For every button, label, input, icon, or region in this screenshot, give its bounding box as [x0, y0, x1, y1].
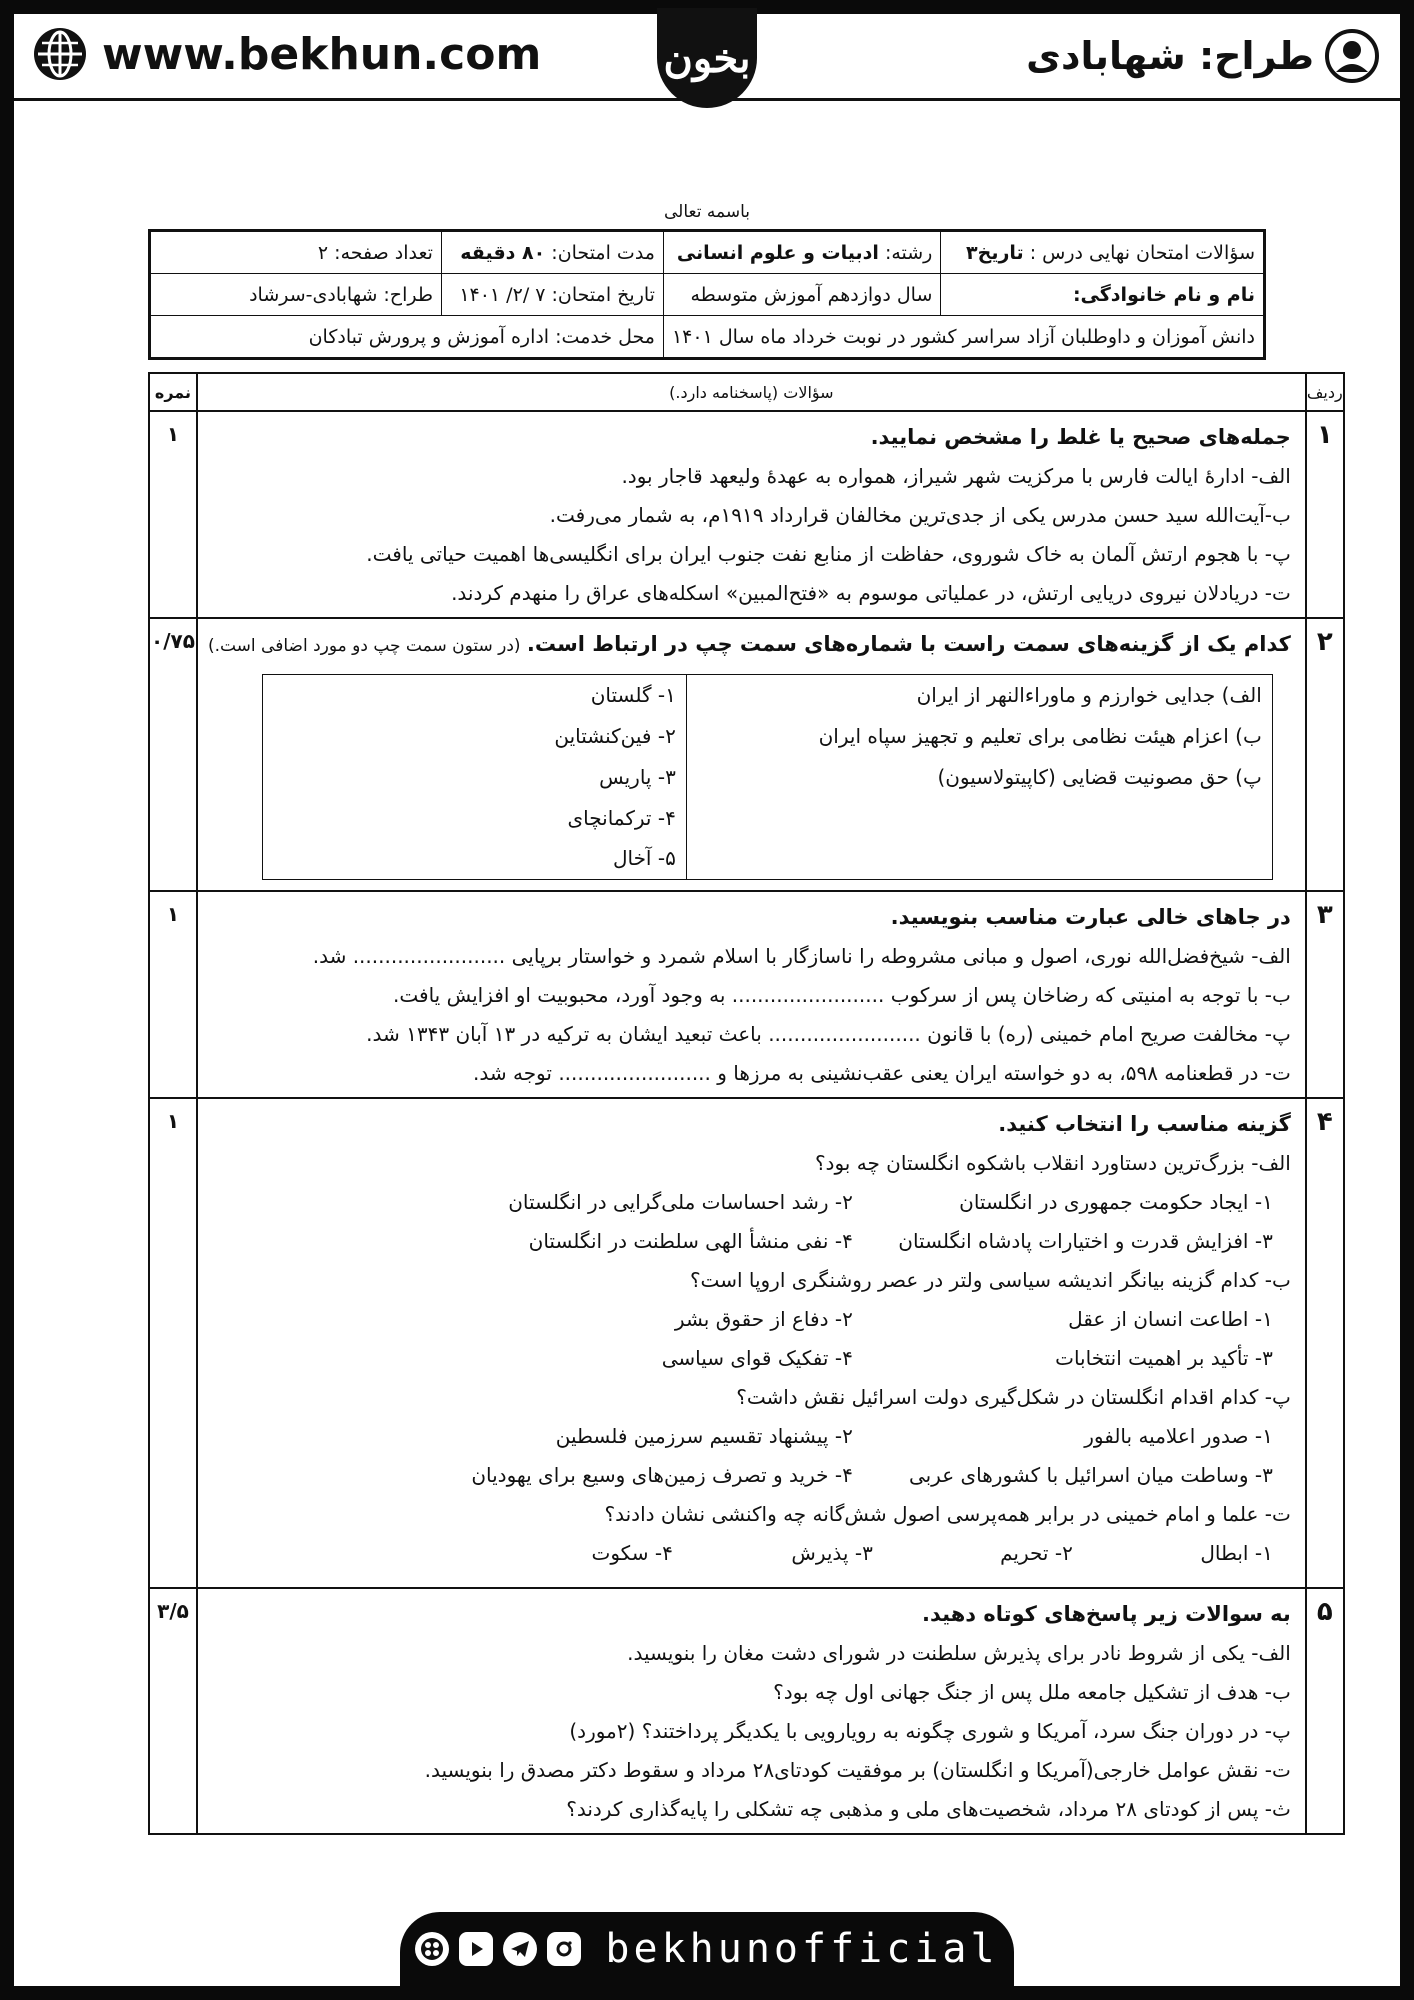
option[interactable]: ۲- پیشنهاد تقسیم سرزمین فلسطین: [555, 1424, 853, 1448]
sub-question: ت- علما و امام خمینی در برابر همه‌پرسی اصول شش‌گانه چه واکنشی نشان دادند؟: [604, 1502, 1291, 1526]
pages-cell: تعداد صفحه: ۲: [150, 231, 442, 274]
question-body: [197, 1588, 1306, 1834]
question-body: [197, 618, 1306, 891]
options-row: [208, 1534, 1291, 1573]
question-score: ۱: [149, 891, 197, 1098]
options-row: [208, 1183, 1291, 1222]
question-title: گزینه مناسب را انتخاب کنید.: [998, 1112, 1291, 1136]
instagram-icon[interactable]: [547, 1932, 581, 1966]
statement: ت- دریادلان نیروی دریایی ارتش، در عملیاتی موسوم به «فتح‌المبین» اسکله‌های عراق را منهدم کردند.: [451, 581, 1291, 605]
sub-question: پ- کدام اقدام انگلستان در شکل‌گیری دولت اسرائیل نقش داشت؟: [736, 1385, 1291, 1409]
website-block[interactable]: [32, 26, 541, 82]
students-cell: دانش آموزان و داوطلبان آزاد سراسر کشور در نوبت خرداد ماه سال ۱۴۰۱: [663, 316, 1264, 359]
match-item: پ) حق مصونیت قضایی (کاپیتولاسیون): [937, 765, 1262, 789]
telegram-icon[interactable]: [503, 1932, 537, 1966]
question-row: [149, 1098, 1344, 1588]
question-title: به سوالات زیر پاسخ‌های کوتاه دهید.: [922, 1602, 1291, 1626]
option[interactable]: ۲- تحریم: [1000, 1541, 1073, 1565]
exam-info-table: [148, 229, 1266, 360]
option[interactable]: ۴- تفکیک قوای سیاسی: [661, 1346, 853, 1370]
short-answer-question: الف- یکی از شروط نادر برای پذیرش سلطنت در شورای دشت مغان را بنویسید.: [627, 1641, 1291, 1665]
duration-cell: مدت امتحان: ۸۰ دقیقه: [441, 231, 663, 274]
option[interactable]: ۱- ابطال: [1200, 1541, 1273, 1565]
question-number: ۲: [1306, 618, 1344, 891]
option[interactable]: ۲- رشد احساسات ملی‌گرایی در انگلستان: [508, 1190, 853, 1214]
match-option: ۵- آخال: [612, 846, 676, 870]
option[interactable]: ۱- ایجاد حکومت جمهوری در انگلستان: [959, 1190, 1273, 1214]
option[interactable]: ۴- نفی منشأ الهی سلطنت در انگلستان: [528, 1229, 853, 1253]
social-bar: [400, 1912, 1014, 1986]
question-row: [149, 618, 1344, 891]
match-item: ب) اعزام هیئت نظامی برای تعلیم و تجهیز سپاه ایران: [818, 724, 1262, 748]
statement: ب-آیت‌الله سید حسن مدرس یکی از جدی‌ترین مخالفان قرارداد ۱۹۱۹م، به شمار می‌رفت.: [549, 503, 1291, 527]
fill-blank-line: ت- در قطعنامه ۵۹۸، به دو خواسته ایران یعنی عقب‌نشینی به مرزها و ........................ توجه شد.: [473, 1061, 1291, 1085]
option[interactable]: ۳- تأکید بر اهمیت انتخابات: [1055, 1346, 1273, 1370]
short-answer-question: ث- پس از کودتای ۲۸ مرداد، شخصیت‌های ملی و مذهبی چه تشکلی را پایه‌گذاری کردند؟: [566, 1797, 1291, 1821]
question-title: جمله‌های صحیح یا غلط را مشخص نمایید.: [870, 425, 1291, 449]
options-row: [208, 1222, 1291, 1261]
logo-text: بخون: [663, 34, 751, 82]
question-number: ۳: [1306, 891, 1344, 1098]
statement: پ- با هجوم ارتش آلمان به خاک شوروی، حفاظت از منابع نفت جنوب ایران برای انگلیسی‌ها اهمیت حیاتی یافت.: [366, 542, 1291, 566]
sub-question: ب- کدام گزینه بیانگر اندیشه سیاسی ولتر در عصر روشنگری اروپا است؟: [689, 1268, 1291, 1292]
option[interactable]: ۴- خرید و تصرف زمین‌های وسیع برای یهودیان: [471, 1463, 853, 1487]
matching-left-column: [346, 675, 687, 879]
match-item: الف) جدایی خوارزم و ماوراءالنهر از ایران: [916, 683, 1262, 707]
grade-cell: سال دوازدهم آموزش متوسطه: [663, 274, 940, 316]
question-number: ۴: [1306, 1098, 1344, 1588]
options-row: [208, 1339, 1291, 1378]
row-header: ردیف: [1306, 373, 1344, 411]
question-score: ۱: [149, 411, 197, 618]
short-answer-question: ب- هدف از تشکیل جامعه ملل پس از جنگ جهانی اول چه بود؟: [773, 1680, 1291, 1704]
youtube-icon[interactable]: [459, 1932, 493, 1966]
designer-name: طراح: شهابادی: [1026, 34, 1314, 78]
option[interactable]: ۱- اطاعت انسان از عقل: [1068, 1307, 1273, 1331]
designer-block: [1026, 28, 1380, 84]
match-option: ۳- پاریس: [599, 765, 676, 789]
question-score: ۰/۷۵: [149, 618, 197, 891]
questions-table: [148, 372, 1345, 1835]
student-name-cell: نام و نام خانوادگی:: [941, 274, 1265, 316]
user-icon: [1324, 28, 1380, 84]
header-designer-cell: طراح: شهابادی-سرشاد: [150, 274, 442, 316]
option[interactable]: ۳- افزایش قدرت و اختیارات پادشاه انگلستان: [898, 1229, 1273, 1253]
option[interactable]: ۳- پذیرش: [791, 1541, 873, 1565]
social-handle[interactable]: bekhunofficial: [605, 1926, 999, 1972]
matching-right-column: [687, 675, 1272, 879]
website-url[interactable]: www.bekhun.com: [102, 28, 542, 80]
short-answer-question: پ- در دوران جنگ سرد، آمریکا و شوری چگونه به رویارویی با یکدیگر پرداختند؟ (۲مورد): [569, 1719, 1291, 1743]
question-body: [197, 411, 1306, 618]
score-header: نمره: [149, 373, 197, 411]
options-row: [208, 1417, 1291, 1456]
sub-question: الف- بزرگ‌ترین دستاورد انقلاب باشکوه انگلستان چه بود؟: [814, 1151, 1291, 1175]
option[interactable]: ۴- سکوت: [591, 1541, 673, 1565]
statement: الف- ادارهٔ ایالت فارس با مرکزیت شهر شیراز، همواره به عهدهٔ ولیعهد قاجار بود.: [621, 464, 1291, 488]
question-row: [149, 891, 1344, 1098]
question-score: ۱: [149, 1098, 197, 1588]
fill-blank-line: ب- با توجه به امنیتی که رضاخان پس از سرکوب ........................ به وجود آورد، محبوبیت او افزایش یافت.: [393, 983, 1291, 1007]
options-row: [208, 1300, 1291, 1339]
match-option: ۴- ترکمانچای: [567, 806, 676, 830]
top-banner: [14, 14, 1400, 101]
question-body: [197, 1098, 1306, 1588]
match-option: ۱- گلستان: [590, 683, 676, 707]
brand-logo: [657, 8, 757, 108]
exam-page: [14, 14, 1400, 1986]
short-answer-question: ت- نقش عوامل خارجی(آمریکا و انگلستان) بر موفقیت کودتای۲۸ مرداد و سقوط دکتر مصدق را بنویسید.: [424, 1758, 1291, 1782]
question-number: ۵: [1306, 1588, 1344, 1834]
fill-blank-line: الف- شیخ‌فضل‌الله نوری، اصول و مبانی مشروطه را ناسازگار با اسلام شمرد و خواستار برپایی ........................ شد.: [312, 944, 1291, 968]
service-place-cell: محل خدمت: اداره آموزش و پرورش تبادکان: [150, 316, 664, 359]
globe-icon: [32, 26, 88, 82]
match-option: ۲- فین‌کنشتاین: [554, 724, 676, 748]
question-score: ۳/۵: [149, 1588, 197, 1834]
matching-box: [262, 674, 1273, 880]
question-title: کدام یک از گزینه‌های سمت راست با شماره‌های سمت چپ در ارتباط است.: [526, 632, 1291, 656]
question-body: [197, 891, 1306, 1098]
question-number: ۱: [1306, 411, 1344, 618]
option[interactable]: ۲- دفاع از حقوق بشر: [674, 1307, 853, 1331]
fill-blank-line: پ- مخالفت صریح امام خمینی (ره) با قانون ........................ باعث تبعید ایشان به ترکیه در ۱۳ آبان ۱۳۴۳ شد.: [366, 1022, 1291, 1046]
option[interactable]: ۳- وساطت میان اسرائیل با کشورهای عربی: [908, 1463, 1273, 1487]
questions-table-header: [149, 373, 1344, 411]
question-note: (در ستون سمت چپ دو مورد اضافی است.): [207, 636, 521, 656]
aparat-icon[interactable]: [415, 1932, 449, 1966]
subject-cell: سؤالات امتحان نهایی درس : تاریخ۳: [941, 231, 1265, 274]
questions-header: سؤالات (پاسخنامه دارد.): [197, 373, 1306, 411]
field-cell: رشته: ادبیات و علوم انسانی: [663, 231, 940, 274]
question-title: در جاهای خالی عبارت مناسب بنویسید.: [890, 905, 1291, 929]
options-row: [208, 1456, 1291, 1495]
basmala: باسمه تعالی: [664, 202, 750, 222]
option[interactable]: ۱- صدور اعلامیه بالفور: [1084, 1424, 1273, 1448]
question-row: [149, 411, 1344, 618]
exam-date-cell: تاریخ امتحان: ۷ /۲/ ۱۴۰۱: [441, 274, 663, 316]
question-row: [149, 1588, 1344, 1834]
